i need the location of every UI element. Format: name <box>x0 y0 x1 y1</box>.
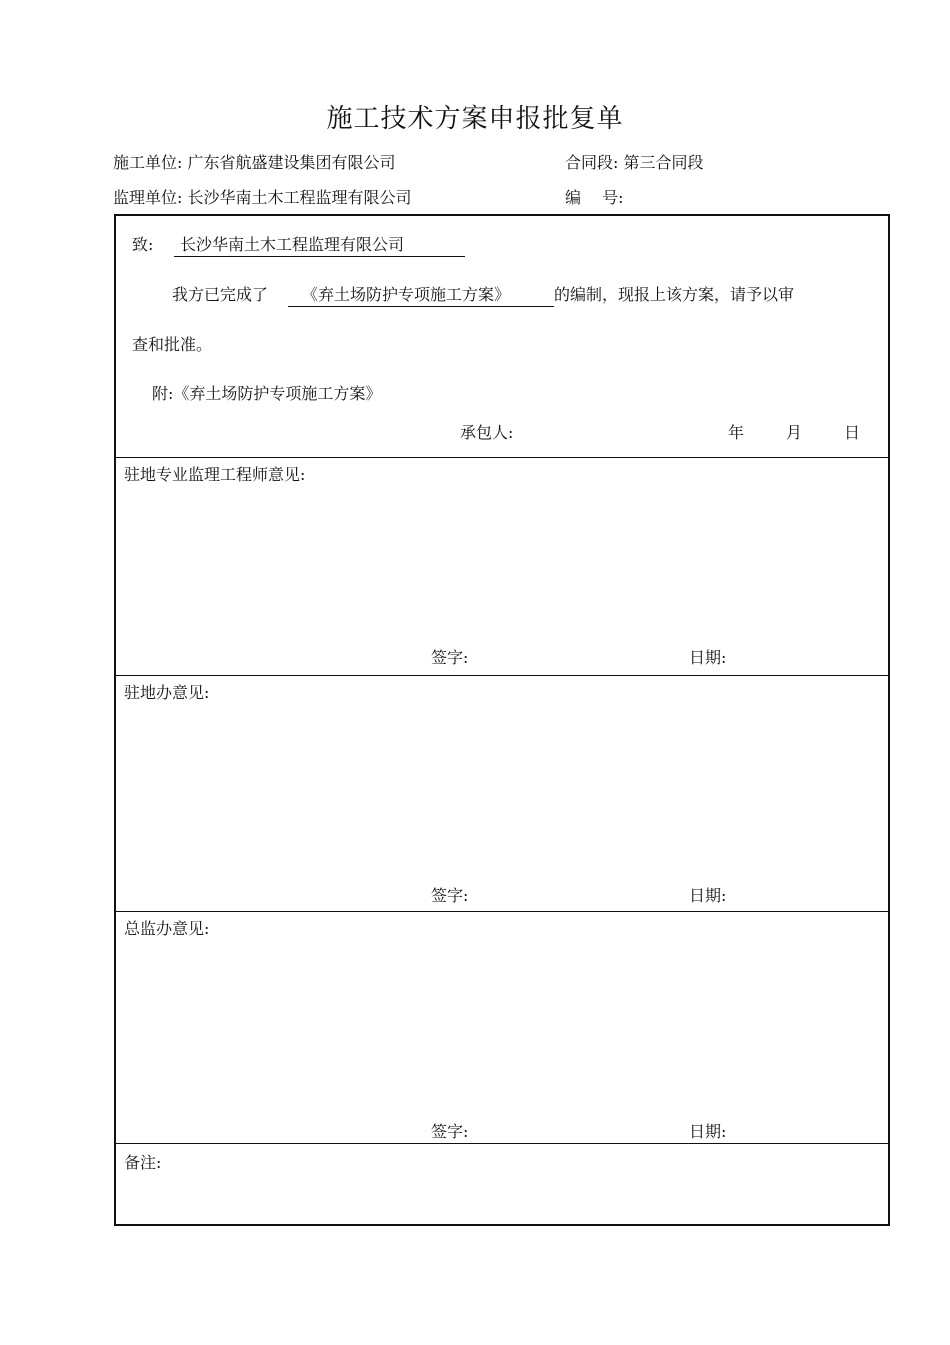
sentence-suffix: 的编制，现报上该方案，请予以审 <box>554 285 795 304</box>
sentence-prefix: 我方已完成了 <box>172 285 269 304</box>
to-label: 致: <box>132 235 154 254</box>
chief-date-label: 日期: <box>689 1122 727 1141</box>
sentence-line2: 查和批准。 <box>132 335 213 354</box>
supervision-unit-value: 长沙华南土木工程监理有限公司 <box>187 188 412 207</box>
contractor-label: 承包人: <box>460 423 514 442</box>
engineer-signature-label: 签字: <box>431 648 469 667</box>
attachment-value: 《弃土场防护专项施工方案》 <box>173 384 382 403</box>
supervision-unit <box>113 185 412 208</box>
chief-opinion-section <box>116 912 888 1144</box>
chief-opinion-label: 总监办意见: <box>124 919 210 938</box>
month-label: 月 <box>786 423 803 442</box>
submission-section <box>116 216 888 458</box>
construction-unit <box>113 150 396 173</box>
day-label: 日 <box>844 423 861 442</box>
office-date-label: 日期: <box>689 886 727 905</box>
year-label: 年 <box>728 423 745 442</box>
plan-name: 《弃土场防护专项施工方案》 <box>288 282 554 307</box>
document-title: 施工技术方案申报批复单 <box>326 104 624 134</box>
chief-signature-label: 签字: <box>431 1122 469 1141</box>
construction-unit-value: 广东省航盛建设集团有限公司 <box>187 153 396 172</box>
engineer-opinion-section <box>116 458 888 676</box>
contract-section <box>565 150 704 173</box>
approval-form <box>114 214 890 1226</box>
contract-section-label: 合同段: <box>565 153 619 172</box>
engineer-date-label: 日期: <box>689 648 727 667</box>
office-signature-label: 签字: <box>431 886 469 905</box>
engineer-opinion-label: 驻地专业监理工程师意见: <box>124 465 306 484</box>
attachment-label: 附: <box>152 384 174 403</box>
contract-section-value: 第三合同段 <box>623 153 704 172</box>
construction-unit-label: 施工单位: <box>113 153 183 172</box>
number-label: 编 号: <box>565 188 624 207</box>
to-recipient: 长沙华南土木工程监理有限公司 <box>174 232 465 257</box>
notes-label: 备注: <box>124 1153 162 1172</box>
office-opinion-section <box>116 676 888 912</box>
notes-section <box>116 1144 888 1224</box>
attachment <box>152 381 381 404</box>
document-number <box>565 185 623 208</box>
office-opinion-label: 驻地办意见: <box>124 683 210 702</box>
supervision-unit-label: 监理单位: <box>113 188 183 207</box>
